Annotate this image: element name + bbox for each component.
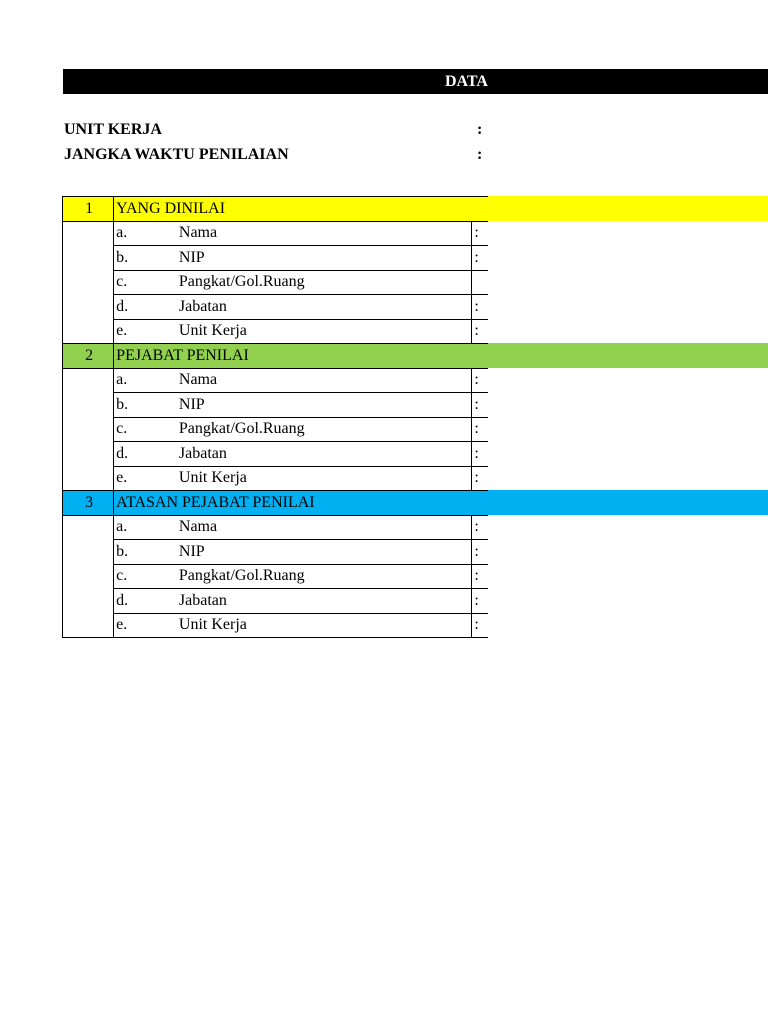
jangka-waktu-label: JANGKA WAKTU PENILAIAN bbox=[64, 146, 289, 163]
section-2-bar bbox=[487, 343, 768, 368]
field-colon: : bbox=[472, 221, 488, 246]
field-colon: : bbox=[472, 295, 488, 320]
section-number: 2 bbox=[63, 344, 114, 369]
field-row-jabatan bbox=[63, 589, 489, 614]
field-label: Pangkat/Gol.Ruang bbox=[177, 564, 472, 589]
field-label: Unit Kerja bbox=[177, 319, 472, 344]
field-letter: a. bbox=[114, 515, 177, 540]
unit-kerja-colon: : bbox=[477, 121, 483, 138]
section-number-spacer bbox=[63, 515, 114, 638]
section-header-3 bbox=[63, 491, 489, 516]
field-row-pangkat-gol-ruang bbox=[63, 417, 489, 442]
field-row-jabatan bbox=[63, 442, 489, 467]
field-row-unit-kerja bbox=[63, 466, 489, 491]
section-header-1 bbox=[63, 197, 489, 222]
field-letter: b. bbox=[114, 246, 177, 271]
field-row-unit-kerja bbox=[63, 319, 489, 344]
section-number: 1 bbox=[63, 197, 114, 222]
field-letter: e. bbox=[114, 319, 177, 344]
field-colon: : bbox=[472, 442, 488, 467]
field-row-nip bbox=[63, 246, 489, 271]
field-letter: c. bbox=[114, 417, 177, 442]
field-colon: : bbox=[472, 246, 488, 271]
section-number: 3 bbox=[63, 491, 114, 516]
field-label: Jabatan bbox=[177, 589, 472, 614]
field-letter: d. bbox=[114, 442, 177, 467]
unit-kerja-label: UNIT KERJA bbox=[64, 121, 162, 138]
jangka-waktu-colon: : bbox=[477, 146, 483, 163]
section-title: PEJABAT PENILAI bbox=[114, 344, 488, 369]
field-letter: c. bbox=[114, 564, 177, 589]
field-label: Pangkat/Gol.Ruang bbox=[177, 270, 472, 295]
field-letter: d. bbox=[114, 589, 177, 614]
field-label: NIP bbox=[177, 246, 472, 271]
field-letter: b. bbox=[114, 540, 177, 565]
field-label: Unit Kerja bbox=[177, 613, 472, 638]
section-1-bar bbox=[487, 196, 768, 221]
field-row-jabatan bbox=[63, 295, 489, 320]
field-colon bbox=[472, 270, 488, 295]
field-colon: : bbox=[472, 466, 488, 491]
field-colon: : bbox=[472, 319, 488, 344]
field-label: NIP bbox=[177, 540, 472, 565]
field-label: Jabatan bbox=[177, 295, 472, 320]
field-colon: : bbox=[472, 515, 488, 540]
field-row-nama bbox=[63, 515, 489, 540]
field-label: Nama bbox=[177, 368, 472, 393]
section-header-2 bbox=[63, 344, 489, 369]
section-title: YANG DINILAI bbox=[114, 197, 488, 222]
field-letter: b. bbox=[114, 393, 177, 418]
section-number-spacer bbox=[63, 368, 114, 491]
field-row-unit-kerja bbox=[63, 613, 489, 638]
form-table bbox=[62, 196, 488, 638]
field-colon: : bbox=[472, 589, 488, 614]
field-letter: c. bbox=[114, 270, 177, 295]
field-colon: : bbox=[472, 368, 488, 393]
field-row-nip bbox=[63, 393, 489, 418]
field-letter: a. bbox=[114, 221, 177, 246]
field-label: NIP bbox=[177, 393, 472, 418]
field-row-nip bbox=[63, 540, 489, 565]
field-label: Unit Kerja bbox=[177, 466, 472, 491]
section-title: ATASAN PEJABAT PENILAI bbox=[114, 491, 488, 516]
field-colon: : bbox=[472, 393, 488, 418]
field-colon: : bbox=[472, 613, 488, 638]
field-letter: e. bbox=[114, 613, 177, 638]
field-letter: e. bbox=[114, 466, 177, 491]
field-colon: : bbox=[472, 564, 488, 589]
field-label: Pangkat/Gol.Ruang bbox=[177, 417, 472, 442]
field-colon: : bbox=[472, 540, 488, 565]
field-row-pangkat-gol-ruang bbox=[63, 564, 489, 589]
title-bar bbox=[63, 69, 768, 94]
section-number-spacer bbox=[63, 221, 114, 344]
field-row-nama bbox=[63, 368, 489, 393]
field-colon: : bbox=[472, 417, 488, 442]
field-label: Nama bbox=[177, 221, 472, 246]
page-title: DATA bbox=[445, 73, 488, 90]
field-row-nama bbox=[63, 221, 489, 246]
field-letter: a. bbox=[114, 368, 177, 393]
field-letter: d. bbox=[114, 295, 177, 320]
field-label: Jabatan bbox=[177, 442, 472, 467]
field-label: Nama bbox=[177, 515, 472, 540]
field-row-pangkat-gol-ruang bbox=[63, 270, 489, 295]
section-3-bar bbox=[487, 490, 768, 515]
